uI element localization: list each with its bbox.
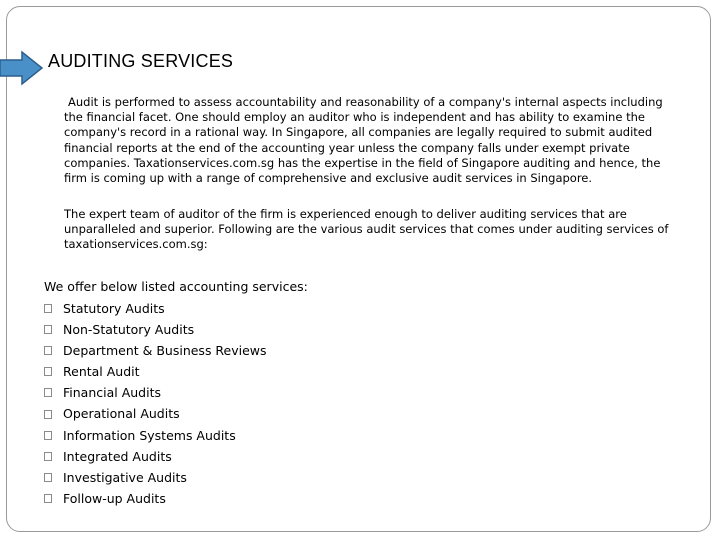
services-list (44, 298, 267, 509)
services-heading: We offer below listed accounting services: (44, 279, 308, 294)
service-label: Integrated Audits (63, 448, 172, 464)
service-label: Investigative Audits (63, 469, 187, 485)
checkbox-bullet-icon (44, 304, 52, 313)
service-label: Non-Statutory Audits (63, 322, 195, 338)
list-item (44, 488, 267, 509)
list-item (44, 361, 267, 382)
list-item (44, 319, 267, 340)
checkbox-bullet-icon (44, 346, 52, 355)
arrow-right-icon (0, 50, 44, 86)
list-item (44, 403, 267, 424)
service-label: Rental Audit (63, 364, 140, 380)
list-item (44, 467, 267, 488)
list-item (44, 446, 267, 467)
list-item (44, 382, 267, 403)
checkbox-bullet-icon (44, 431, 52, 440)
checkbox-bullet-icon (44, 410, 52, 419)
service-label: Operational Audits (63, 406, 180, 422)
slide-title: AUDITING SERVICES (48, 51, 234, 71)
service-label: Information Systems Audits (63, 427, 236, 443)
paragraph-intro: Audit is performed to assess accountability and reasonability of a company's internal aspects including the financial facet. One should employ an auditor who is independent and has ability to examine the company's record in a rational way. In Singapore, all companies are legally required to submit audited financial reports at the end of the accounting year unless the company falls under exempt private companies. Taxationservices.com.sg has the expertise in the field of Singapore auditing and hence, the firm is coming up with a range of comprehensive and exclusive audit services in Singapore. (64, 95, 663, 186)
checkbox-bullet-icon (44, 325, 52, 334)
service-label: Follow-up Audits (63, 490, 166, 506)
service-label: Department & Business Reviews (63, 343, 267, 359)
checkbox-bullet-icon (44, 452, 52, 461)
list-item (44, 340, 267, 361)
checkbox-bullet-icon (44, 388, 52, 397)
paragraph-team: The expert team of auditor of the firm is experienced enough to deliver auditing services that are unparalleled and superior. Following are the various audit services that comes under auditing services of taxationservices.com.sg: (64, 207, 669, 252)
checkbox-bullet-icon (44, 494, 52, 503)
list-item (44, 298, 267, 319)
service-label: Financial Audits (63, 385, 162, 401)
checkbox-bullet-icon (44, 367, 52, 376)
list-item (44, 425, 267, 446)
service-label: Statutory Audits (63, 301, 165, 316)
checkbox-bullet-icon (44, 473, 52, 482)
